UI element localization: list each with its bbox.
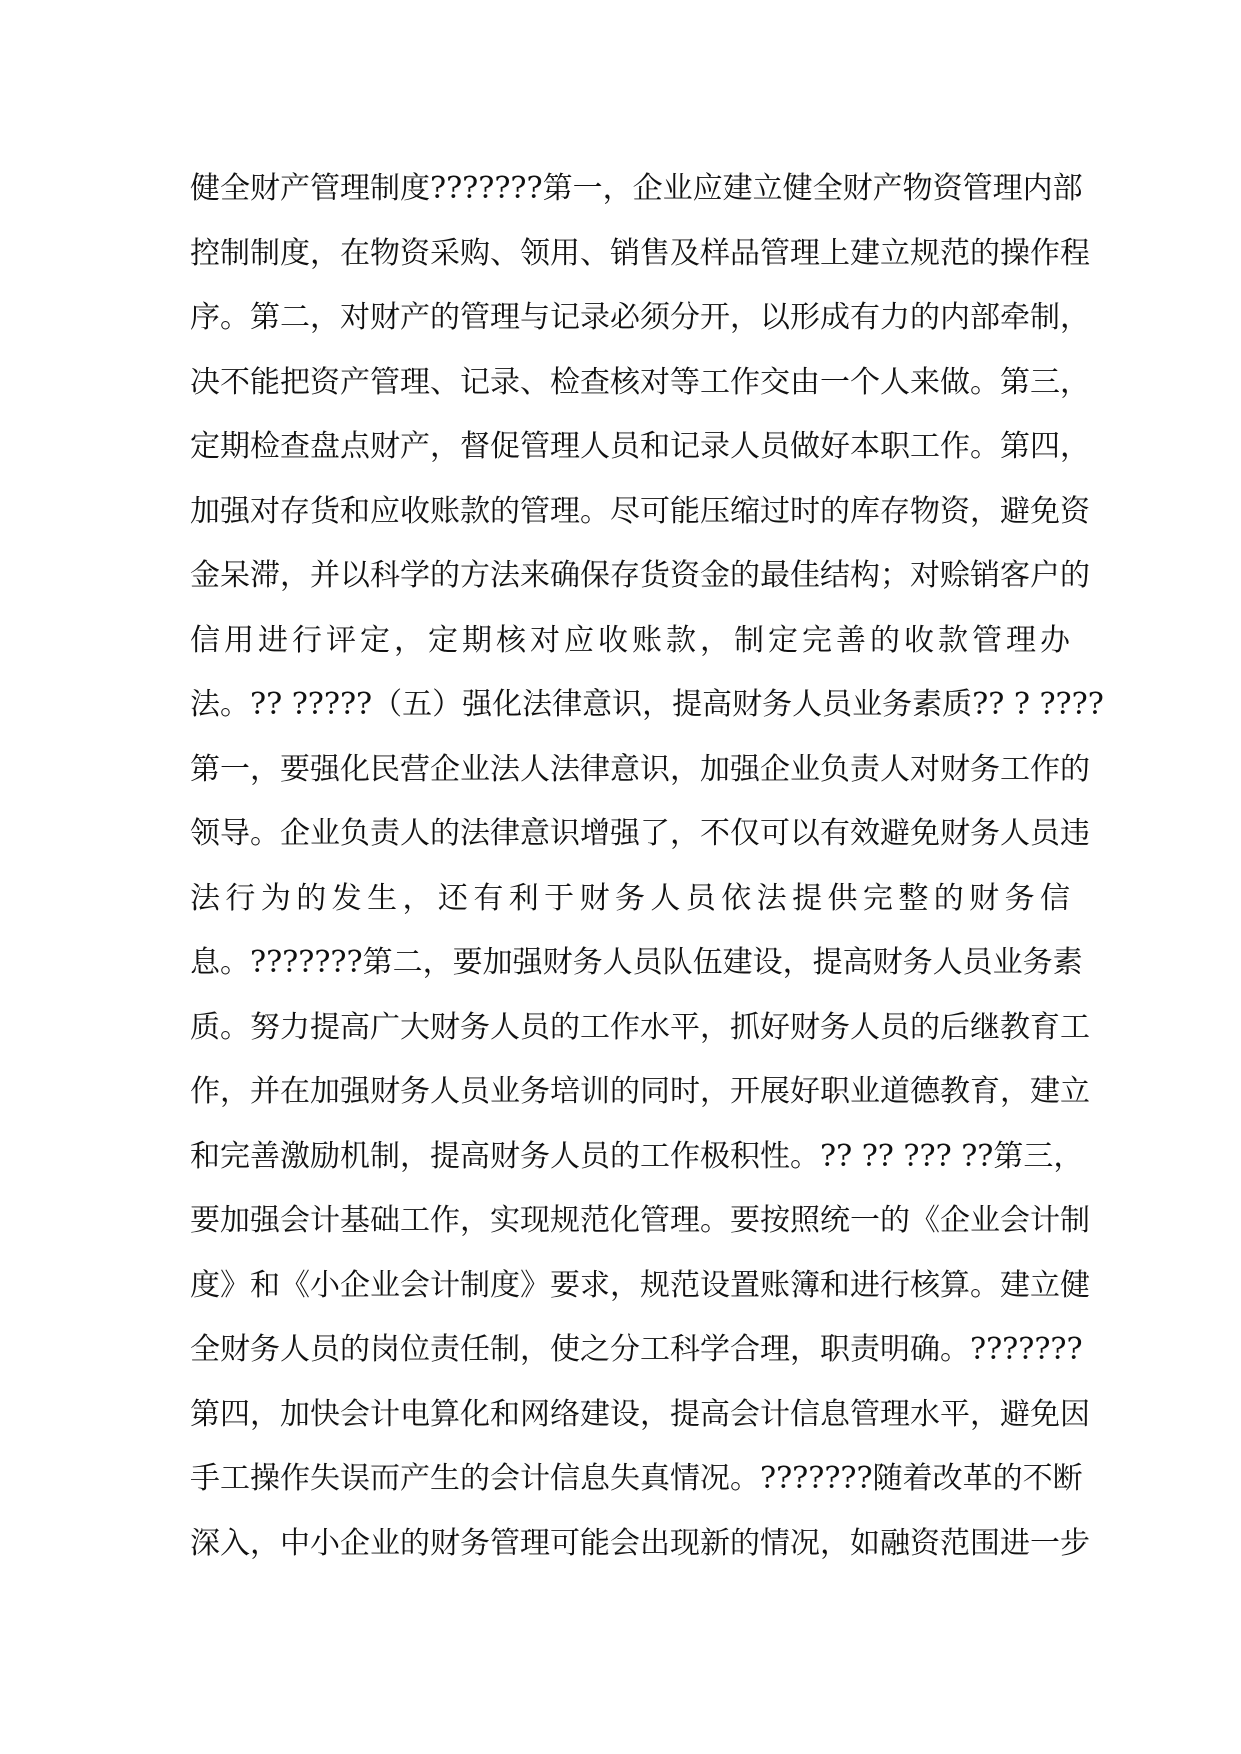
text-line: 要加强会计基础工作，实现规范化管理。要按照统一的《企业会计制 [190, 1203, 1090, 1238]
text-line: 作，并在加强财务人员业务培训的同时，开展好职业道德教育，建立 [190, 1074, 1090, 1109]
text-line: 度》和《小企业会计制度》要求，规范设置账簿和进行核算。建立健 [190, 1267, 1090, 1303]
text-line: 和完善激励机制，提高财务人员的工作极积性。?? ?? ??? ??第三， [190, 1138, 1084, 1174]
text-line: 全财务人员的岗位责任制，使之分工科学合理，职责明确。??????? [190, 1332, 1083, 1367]
text-line: 加强对存货和应收账款的管理。尽可能压缩过时的库存物资，避免资 [190, 493, 1090, 529]
text-line: 手工操作失误而产生的会计信息失真情况。???????随着改革的不断 [190, 1461, 1083, 1496]
body-text [190, 157, 1104, 1576]
text-line: 控制制度，在物资采购、领用、销售及样品管理上建立规范的操作程 [190, 235, 1090, 271]
text-line: 质。努力提高广大财务人员的工作水平，抓好财务人员的后继教育工 [190, 1009, 1090, 1045]
text-line: 深入，中小企业的财务管理可能会出现新的情况，如融资范围进一步 [190, 1525, 1090, 1561]
text-line: 金呆滞，并以科学的方法来确保存货资金的最佳结构；对赊销客户的 [190, 558, 1090, 593]
text-line: 息。???????第二，要加强财务人员队伍建设，提高财务人员业务素 [190, 945, 1083, 980]
text-line: 健全财产管理制度???????第一，企业应建立健全财产物资管理内部 [190, 171, 1083, 206]
text-line: 第四，加快会计电算化和网络建设，提高会计信息管理水平，避免因 [190, 1396, 1090, 1432]
text-line: 决不能把资产管理、记录、检查核对等工作交由一个人来做。第三， [190, 364, 1090, 400]
text-line: 领导。企业负责人的法律意识增强了，不仅可以有效避免财务人员违 [190, 816, 1090, 851]
text-line: 法。?? ?????（五）强化法律意识，提高财务人员业务素质?? ? ???? [190, 687, 1104, 722]
text-line: 信用进行评定，定期核对应收账款，制定完善的收款管理办 [190, 622, 1070, 658]
text-line: 第一，要强化民营企业法人法律意识，加强企业负责人对财务工作的 [190, 751, 1090, 787]
text-line: 法行为的发生，还有利于财务人员依法提供完整的财务信 [190, 880, 1070, 916]
text-line: 序。第二，对财产的管理与记录必须分开，以形成有力的内部牵制， [190, 300, 1090, 335]
text-line: 定期检查盘点财产，督促管理人员和记录人员做好本职工作。第四， [190, 429, 1090, 464]
